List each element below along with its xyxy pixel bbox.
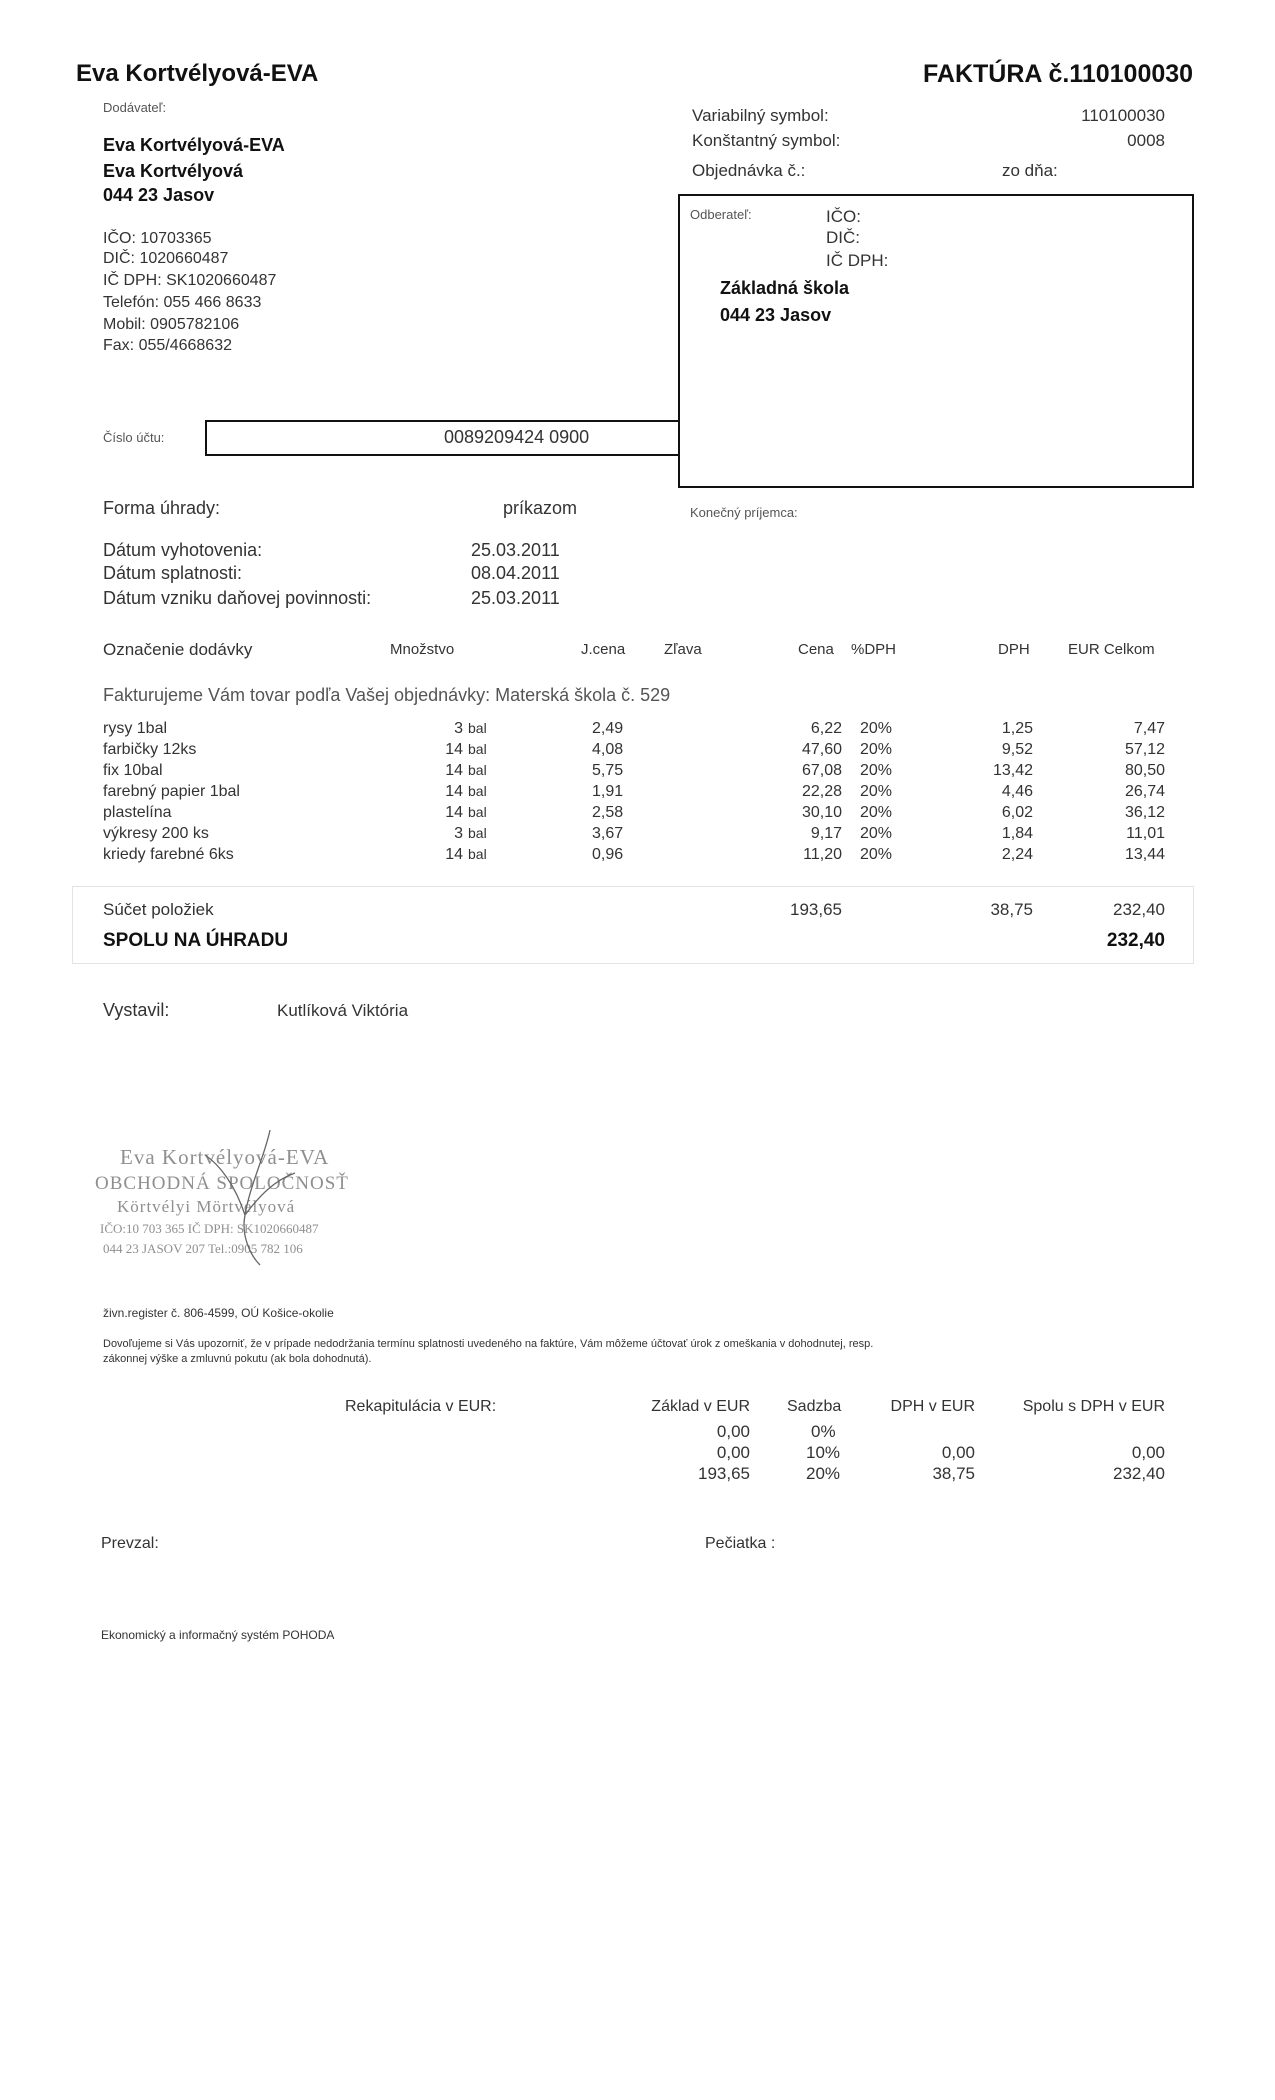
col-total-header: EUR Celkom (1068, 641, 1155, 658)
totals-left-rule (72, 886, 73, 964)
variable-symbol-label: Variabilný symbol: (692, 106, 829, 125)
received-by-label: Prevzal: (101, 1535, 159, 1552)
item-vat: 2,24 (1001, 846, 1033, 863)
recap-base-header: Základ v EUR (651, 1398, 750, 1415)
item-vat: 9,52 (1001, 741, 1033, 758)
recap-total-1: 0,00 (1131, 1443, 1165, 1462)
item-total: 13,44 (1124, 846, 1165, 863)
supplier-dic: DIČ: 1020660487 (103, 250, 229, 267)
item-unit-price: 4,08 (592, 741, 624, 758)
item-qty: 3 (454, 720, 463, 737)
item-total: 26,74 (1124, 783, 1165, 800)
item-unit-price: 1,91 (592, 783, 624, 800)
final-recipient-label: Konečný príjemca: (690, 505, 798, 520)
item-total: 57,12 (1124, 741, 1165, 758)
item-qty: 14 (445, 762, 463, 779)
table-row (0, 720, 1275, 741)
issue-date-label: Dátum vyhotovenia: (103, 540, 263, 560)
recap-base-1: 0,00 (716, 1443, 750, 1462)
item-unit-price: 5,75 (592, 762, 624, 779)
item-unit-price: 2,58 (592, 804, 624, 821)
recap-label: Rekapitulácia v EUR: (345, 1398, 497, 1415)
item-vat-pct: 20% (860, 846, 893, 863)
item-unit: bal (468, 804, 487, 820)
supplier-name: Eva Kortvélyová-EVA (103, 135, 285, 155)
sum-price: 193,65 (790, 900, 842, 919)
col-vat-header: DPH (998, 641, 1030, 658)
item-price: 9,17 (810, 825, 842, 842)
item-vat: 6,02 (1001, 804, 1033, 821)
item-vat: 13,42 (992, 762, 1033, 779)
seal-label: Pečiatka : (705, 1535, 776, 1552)
item-vat: 4,46 (1001, 783, 1033, 800)
recap-total-2: 232,40 (1113, 1464, 1165, 1483)
table-row (0, 783, 1275, 804)
item-price: 22,28 (801, 783, 842, 800)
recap-rate-0: 0% (811, 1422, 836, 1441)
item-total: 80,50 (1124, 762, 1165, 779)
invoice-intro: Fakturujeme Vám tovar podľa Vašej objednávky: Materská škola č. 529 (103, 685, 671, 705)
item-unit: bal (468, 846, 487, 862)
stamp-line-5: 044 23 JASOV 207 Tel.:0905 782 106 (103, 1241, 303, 1256)
item-qty: 14 (445, 741, 463, 758)
stamp-line-4: IČO:10 703 365 IČ DPH: SK1020660487 (100, 1221, 319, 1236)
sum-total: 232,40 (1113, 900, 1165, 919)
col-item-header: Označenie dodávky (103, 640, 253, 659)
supplier-ico: IČO: 10703365 (103, 230, 212, 247)
item-price: 6,22 (810, 720, 842, 737)
software-footer: Ekonomický a informačný systém POHODA (101, 1628, 335, 1642)
due-date-label: Dátum splatnosti: (103, 563, 243, 583)
item-name: výkresy 200 ks (103, 825, 209, 842)
item-price: 11,20 (803, 846, 842, 863)
recap-base-0: 0,00 (716, 1422, 750, 1441)
item-total: 11,01 (1126, 825, 1165, 842)
item-unit: bal (468, 741, 487, 757)
account-box (205, 420, 680, 456)
totals-bottom-rule (72, 963, 1194, 964)
item-unit: bal (468, 762, 487, 778)
stamp-line-1: Eva Kortvélyová-EVA (120, 1145, 330, 1169)
customer-box (678, 194, 1194, 488)
item-unit-price: 3,67 (592, 825, 624, 842)
issue-date-value: 25.03.2011 (471, 540, 560, 560)
supplier-phone: Telefón: 055 466 8633 (103, 294, 262, 311)
col-vat-pct-header: %DPH (851, 641, 897, 658)
customer-name: Základná škola (720, 278, 850, 298)
item-total: 7,47 (1133, 720, 1165, 737)
invoice-title: FAKTÚRA č.110100030 (923, 60, 1194, 88)
table-row (0, 804, 1275, 825)
payment-form-value: príkazom (503, 498, 578, 518)
recap-rate-2: 20% (806, 1464, 841, 1483)
tax-date-value: 25.03.2011 (471, 588, 560, 608)
item-vat: 1,25 (1001, 720, 1033, 737)
recap-rate-1: 10% (806, 1443, 841, 1462)
item-qty: 14 (445, 846, 463, 863)
item-qty: 3 (454, 825, 463, 842)
totals-right-rule (1193, 886, 1194, 964)
company-stamp (95, 1145, 395, 1265)
recap-total-header: Spolu s DPH v EUR (1022, 1398, 1165, 1415)
item-qty: 14 (445, 804, 463, 821)
col-discount-header: Zľava (664, 641, 702, 658)
item-unit: bal (468, 720, 487, 736)
signature-mark (175, 1125, 315, 1275)
sum-label: Súčet položiek (103, 900, 214, 919)
item-name: rysy 1bal (103, 720, 168, 737)
tax-date-label: Dátum vzniku daňovej povinnosti: (103, 588, 372, 608)
variable-symbol-value: 110100030 (1081, 106, 1165, 125)
grand-total-value: 232,40 (1106, 930, 1165, 951)
item-name: farebný papier 1bal (103, 783, 240, 800)
issuer-label: Vystavil: (103, 1000, 170, 1020)
table-row (0, 846, 1275, 867)
payment-notice-line-1: Dovoľujeme si Vás upozorniť, že v prípade nedodržania termínu splatnosti uvedeného na faktúre, Vám môžeme účtovať úrok z omeškania v dohodnutej, resp. (103, 1338, 874, 1350)
order-number-label: Objednávka č.: (692, 161, 806, 180)
order-date-label: zo dňa: (1002, 161, 1058, 180)
item-vat-pct: 20% (860, 804, 893, 821)
item-vat-pct: 20% (860, 825, 893, 842)
item-unit: bal (468, 783, 487, 799)
payment-notice-line-2: zákonnej výške a zmluvnú pokutu (ak bola dohodnutá). (103, 1353, 372, 1365)
customer-city: 044 23 Jasov (720, 305, 832, 325)
item-vat-pct: 20% (860, 741, 893, 758)
item-name: kriedy farebné 6ks (103, 846, 234, 863)
col-unit-price-header: J.cena (581, 641, 626, 658)
account-label: Číslo účtu: (103, 430, 165, 445)
due-date-value: 08.04.2011 (471, 563, 560, 583)
item-unit-price: 2,49 (592, 720, 624, 737)
recap-base-2: 193,65 (698, 1464, 750, 1483)
table-row (0, 741, 1275, 762)
constant-symbol-label: Konštantný symbol: (692, 131, 841, 150)
table-row (0, 762, 1275, 783)
recap-rate-header: Sadzba (787, 1398, 842, 1415)
table-row (0, 825, 1275, 846)
customer-ic-dph: IČ DPH: (826, 251, 889, 270)
item-unit-price: 0,96 (592, 846, 624, 863)
sum-vat: 38,75 (990, 900, 1033, 919)
supplier-person: Eva Kortvélyová (103, 161, 244, 181)
col-price-header: Cena (798, 641, 834, 658)
recap-vat-1: 0,00 (941, 1443, 975, 1462)
item-unit: bal (468, 825, 487, 841)
account-number: 0089209424 0900 (444, 427, 590, 447)
col-qty-header: Množstvo (390, 641, 455, 658)
item-total: 36,12 (1124, 804, 1165, 821)
item-name: fix 10bal (103, 762, 163, 779)
customer-ico: IČO: (826, 207, 861, 226)
item-qty: 14 (445, 783, 463, 800)
stamp-line-3: Körtvélyi Mörtvélyová (117, 1197, 296, 1216)
totals-top-rule (72, 886, 1194, 887)
recap-vat-header: DPH v EUR (890, 1398, 975, 1415)
supplier-city: 044 23 Jasov (103, 185, 215, 205)
stamp-line-2: OBCHODNÁ SPOLOČNOSŤ (95, 1173, 349, 1194)
supplier-label: Dodávateľ: (103, 100, 167, 115)
supplier-fax: Fax: 055/4668632 (103, 337, 232, 354)
item-name: plastelína (103, 804, 172, 821)
payment-form-label: Forma úhrady: (103, 498, 221, 518)
business-register: živn.register č. 806-4599, OÚ Košice-okolie (103, 1306, 334, 1320)
customer-label: Odberateľ: (690, 207, 752, 222)
grand-total-label: SPOLU NA ÚHRADU (103, 930, 289, 951)
item-price: 47,60 (801, 741, 842, 758)
customer-dic: DIČ: (826, 228, 860, 247)
company-header: Eva Kortvélyová-EVA (76, 60, 319, 87)
supplier-mobile: Mobil: 0905782106 (103, 316, 240, 333)
item-vat-pct: 20% (860, 720, 893, 737)
item-name: farbičky 12ks (103, 741, 197, 758)
recap-vat-2: 38,75 (932, 1464, 975, 1483)
item-vat-pct: 20% (860, 762, 893, 779)
item-price: 67,08 (801, 762, 842, 779)
issuer-name: Kutlíková Viktória (277, 1001, 409, 1020)
constant-symbol-value: 0008 (1127, 131, 1165, 150)
supplier-ic-dph: IČ DPH: SK1020660487 (103, 272, 277, 289)
item-vat: 1,84 (1001, 825, 1033, 842)
item-vat-pct: 20% (860, 783, 893, 800)
item-price: 30,10 (801, 804, 842, 821)
